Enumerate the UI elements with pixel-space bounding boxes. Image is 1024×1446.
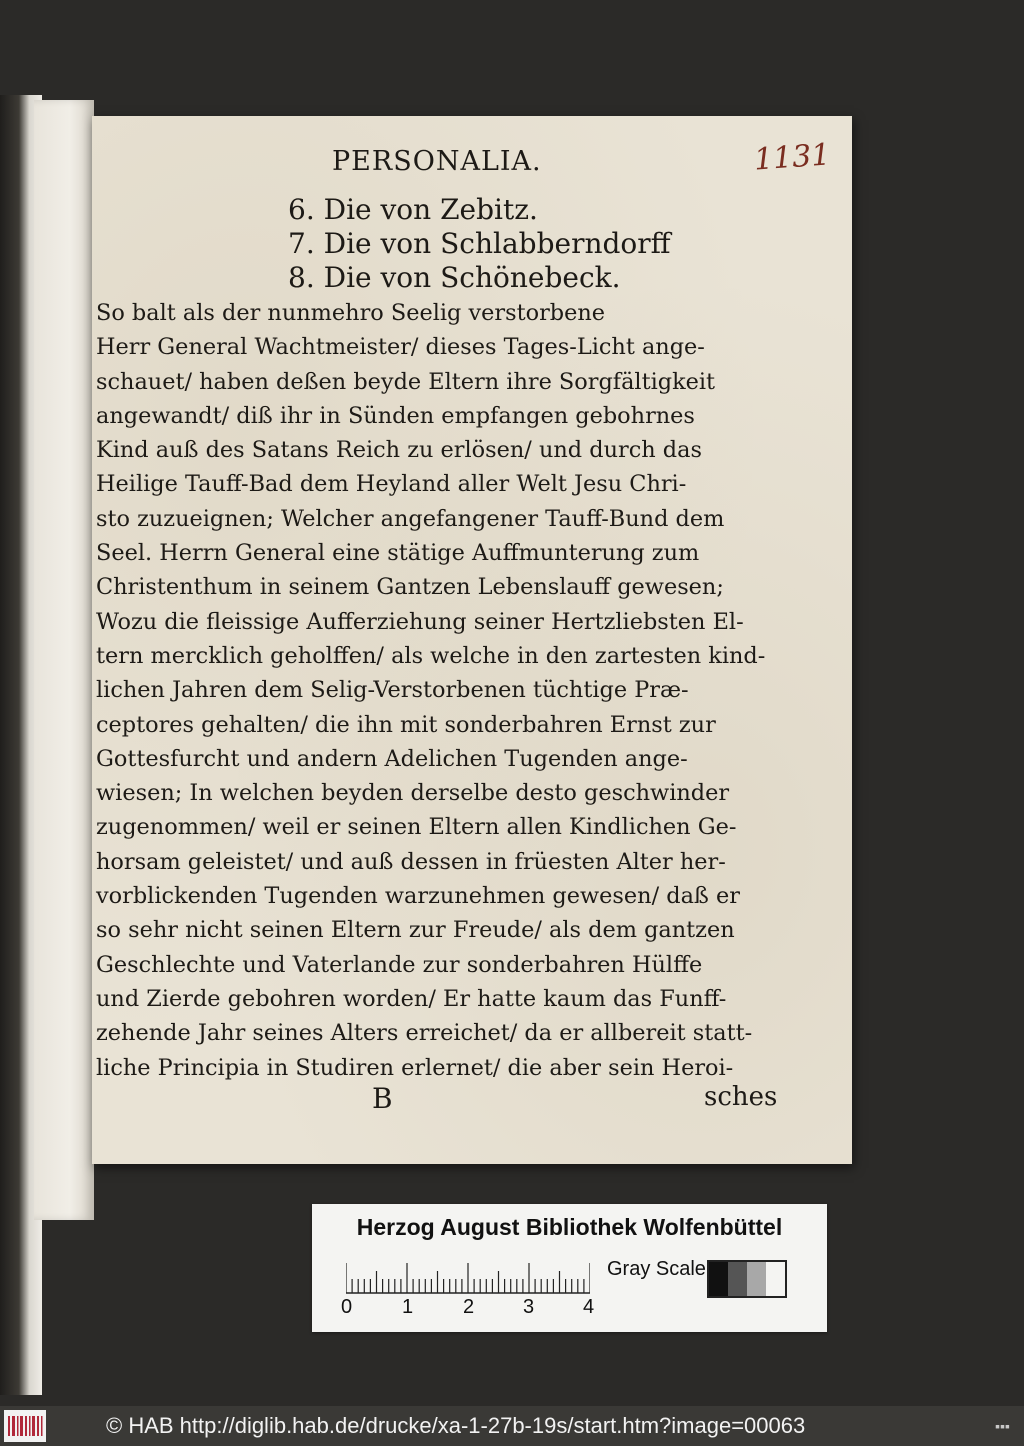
gray-scale-swatch [707, 1260, 787, 1298]
copyright-url[interactable]: © HAB http://diglib.hab.de/drucke/xa-1-27b-19s/start.htm?image=00063 [106, 1413, 806, 1438]
scale-number: 2 [463, 1296, 475, 1318]
library-title: Herzog August Bibliothek Wolfenbüttel [356, 1214, 783, 1240]
calibration-card [312, 1204, 827, 1332]
footer-dots: ▪▪▪ [995, 1418, 1010, 1434]
gray-swatch-cell [747, 1262, 766, 1296]
gray-swatch-cell [728, 1262, 747, 1296]
barcode-icon [4, 1410, 46, 1442]
viewer-footer-bar [0, 1406, 1024, 1446]
scale-number: 1 [402, 1296, 414, 1318]
gray-swatch-cell [766, 1262, 785, 1296]
previous-page-edge [34, 100, 94, 1220]
scale-number: 0 [341, 1296, 353, 1318]
document-page [92, 116, 852, 1164]
gray-swatch-cell [709, 1262, 728, 1296]
signature-mark: B [372, 1082, 393, 1115]
list-item: 7. Die von Schlabberndorff [288, 227, 671, 260]
gray-scale-label: Gray Scale [607, 1258, 706, 1280]
body-paragraph: So balt als der nunmehro Seelig verstorbene Herr General Wachtmeister/ dieses Tages-Licht ange- schauet/ haben deßen beyde Eltern ihre Sorgfältigkeit angewandt/ diß ihr in Sünden empfangen gebohrnes Kind auß des Satans Reich zu erlösen/ und durch das Heilige Tauff-Bad dem Heyland aller Welt Jesu Chri- sto zuzueignen; Welcher angefangener Tauff-Bund dem Seel. Herrn General eine stätige Auffmunterung zum Christenthum in seinem Gantzen Lebenslauff gewesen; Wozu die fleissige Aufferziehung seiner Hertzliebsten El- tern mercklich geholffen/ als welche in den zartesten kind- lichen Jahren dem Selig-Verstorbenen tüchtige Præ- ceptores gehalten/ die ihn mit sonderbahren Ernst zur Gottesfurcht und andern Adelichen Tugenden ange- wiesen; In welchen beyden derselbe desto geschwinder zugenommen/ weil er seinen Eltern allen Kindlichen Ge- horsam geleistet/ und auß dessen in früesten Alter her- vorblickenden Tugenden warzunehmen gewesen/ daß er so sehr nicht seinen Eltern zur Freude/ als dem gantzen Geschlechte und Vaterlande zur sonderbahren Hülffe und Zierde gebohren worden/ Er hatte kaum das Funff- zehende Jahr seines Alters erreichet/ da er allbereit statt- liche Principia in Studiren erlernet/ die aber sein Heroi- [96, 300, 766, 1081]
list-item: 6. Die von Zebitz. [288, 193, 538, 226]
scale-ruler [346, 1260, 590, 1294]
list-item: 8. Die von Schönebeck. [288, 261, 621, 294]
catchword: sches [704, 1082, 778, 1112]
scale-number: 4 [583, 1296, 595, 1318]
page-header: PERSONALIA. [332, 146, 542, 177]
scale-number: 3 [523, 1296, 535, 1318]
folio-number: 1131 [752, 137, 832, 178]
